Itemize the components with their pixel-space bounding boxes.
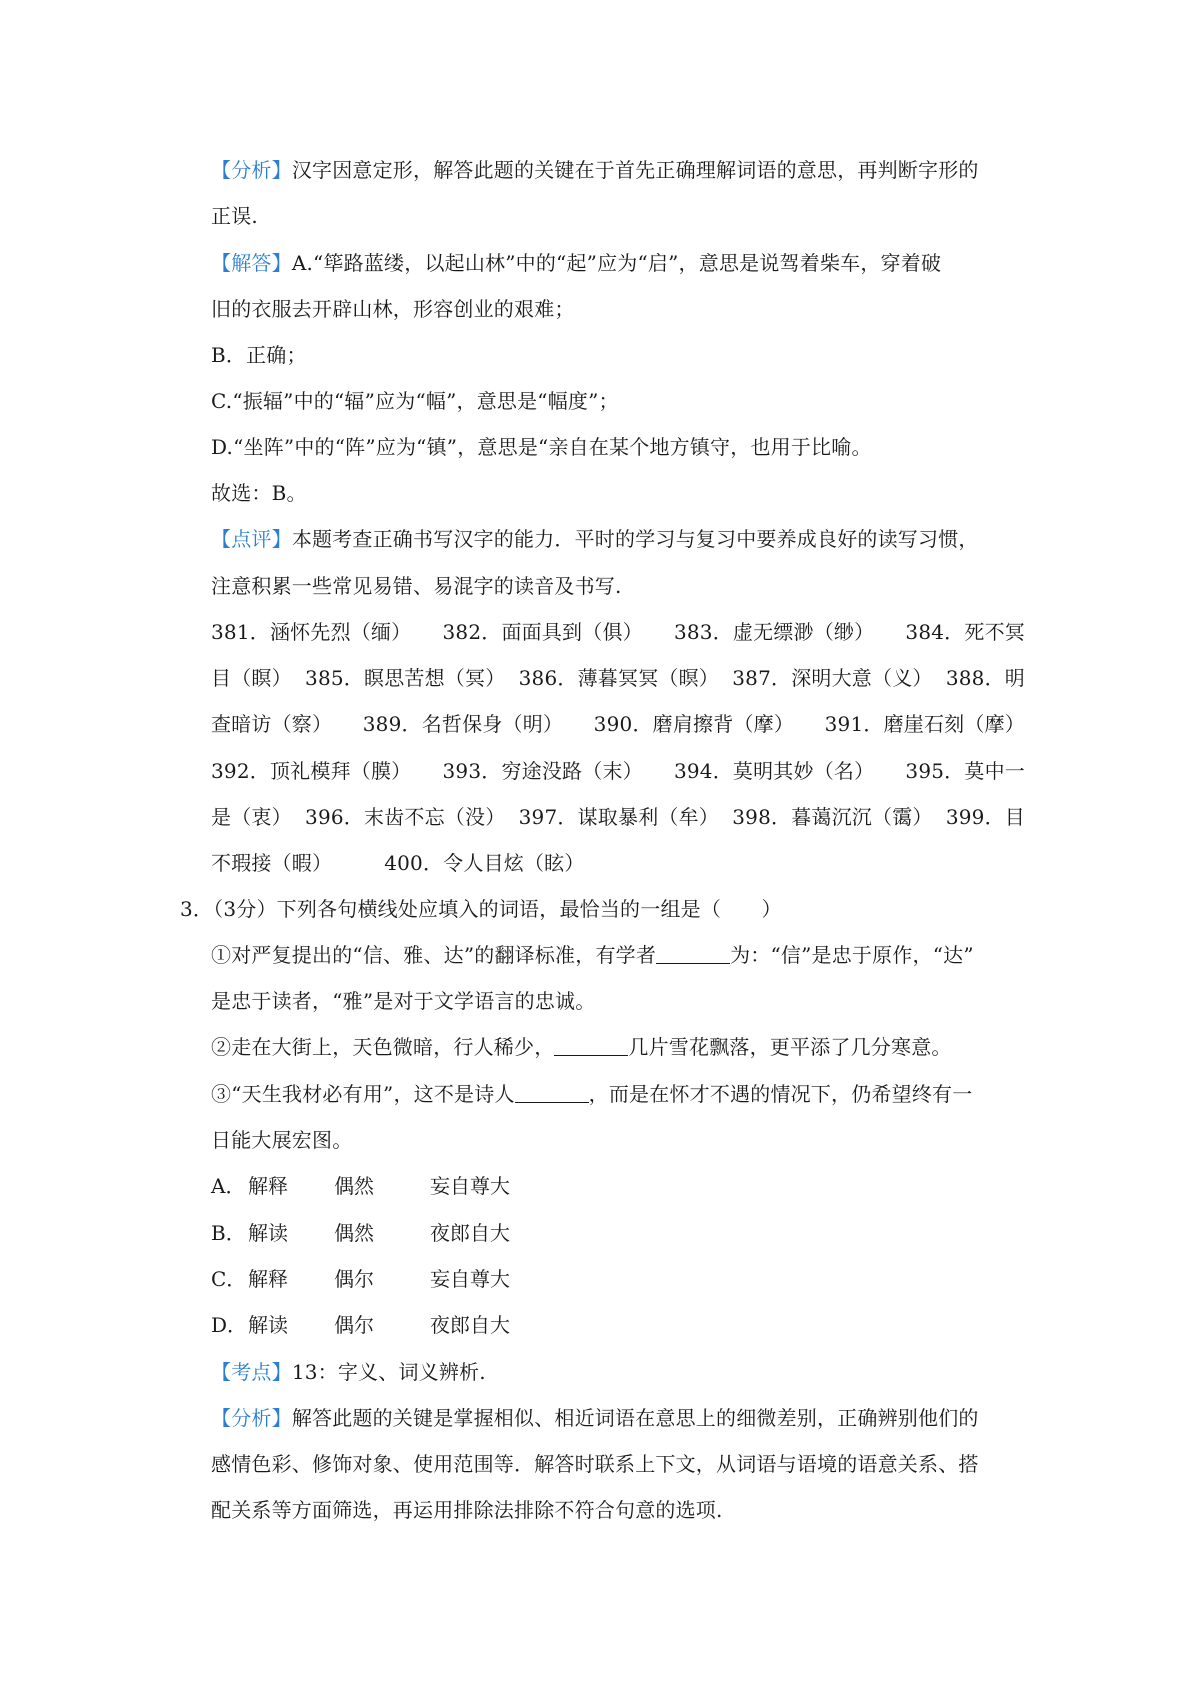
wordlist-row-5 bbox=[211, 802, 1025, 832]
option-word-2: 偶然 bbox=[334, 1221, 374, 1245]
wordlist-item: 383．虚无缥渺（缈） bbox=[673, 620, 875, 644]
question-stem: 3．（3分）下列各句横线处应填入的词语，最恰当的一组是（ ） bbox=[180, 897, 782, 921]
comment-text: 本题考查正确书写汉字的能力．平时的学习与复习中要养成良好的读写习惯， bbox=[291, 527, 979, 551]
wordlist-row-1 bbox=[211, 617, 1025, 647]
wordlist-row-6 bbox=[211, 848, 585, 878]
analysis-tag: 【分析】 bbox=[211, 158, 292, 182]
answer-option-b: B．正确； bbox=[211, 343, 307, 367]
wordlist-item: 387．深明大意（义） bbox=[732, 666, 933, 690]
option-word-2: 偶然 bbox=[334, 1174, 374, 1198]
option-word-3: 妄自尊大 bbox=[430, 1267, 510, 1291]
analysis3-line-1 bbox=[211, 1403, 979, 1433]
wordlist-item: 392．顶礼模拜（膜） bbox=[211, 759, 412, 783]
analysis-text: 汉字因意定形，解答此题的关键在于首先正确理解词语的意思，再判断字形的 bbox=[291, 158, 979, 182]
option-word-3: 夜郎自大 bbox=[430, 1313, 510, 1337]
question-sentence-1-cont: 是忠于读者，“雅”是对于文学语言的忠诚。 bbox=[211, 989, 596, 1013]
wordlist-item: 384．死不冥 bbox=[905, 620, 1025, 644]
option-word-1: 解释 bbox=[248, 1267, 288, 1291]
answer-line-1 bbox=[211, 248, 941, 278]
answer-line-2: 旧的衣服去开辟山林，形容创业的艰难； bbox=[211, 297, 575, 321]
keypoint-text: 13：字义、词义辨析. bbox=[291, 1360, 486, 1384]
wordlist-row-4 bbox=[211, 756, 1025, 786]
wordlist-item: 389．名哲保身（明） bbox=[362, 712, 564, 736]
keypoint-tag: 【考点】 bbox=[211, 1360, 292, 1384]
option-word-2: 偶尔 bbox=[334, 1313, 374, 1337]
option-word-1: 解读 bbox=[248, 1313, 288, 1337]
analysis3-line-3: 配关系等方面筛选，再运用排除法排除不符合句意的选项. bbox=[211, 1498, 723, 1522]
question-sentence-3-cont: 日能大展宏图。 bbox=[211, 1128, 353, 1152]
wordlist-item: 385．瞑思苦想（冥） bbox=[305, 666, 506, 690]
sentence-text: 几片雪花飘落，更平添了几分寒意。 bbox=[628, 1035, 952, 1059]
wordlist-item: 查暗访（察） bbox=[211, 712, 333, 736]
wordlist-item: 381．涵怀先烈（缅） bbox=[211, 620, 412, 644]
option-letter: C． bbox=[211, 1267, 247, 1291]
option-word-3: 夜郎自大 bbox=[430, 1221, 510, 1245]
wordlist-item: 388．明 bbox=[945, 666, 1025, 690]
sentence-text: ，而是在怀才不遇的情况下，仍希望终有一 bbox=[588, 1082, 973, 1106]
wordlist-item: 396．末齿不忘（没） bbox=[305, 805, 506, 829]
wordlist-item: 393．穷途没路（末） bbox=[442, 759, 643, 783]
question-sentence-1 bbox=[211, 940, 974, 970]
question-sentence-2 bbox=[211, 1032, 952, 1062]
analysis-line-2: 正误. bbox=[211, 204, 258, 228]
wordlist-item: 399．目 bbox=[945, 805, 1025, 829]
answer-text: A.“筚路蓝缕，以起山林”中的“起”应为“启”，意思是说驾着柴车，穿着破 bbox=[291, 251, 942, 275]
option-letter: A． bbox=[211, 1174, 246, 1198]
option-word-1: 解释 bbox=[248, 1174, 288, 1198]
comment-line-1 bbox=[211, 524, 979, 554]
comment-line-2: 注意积累一些常见易错、易混字的读音及书写. bbox=[211, 574, 622, 598]
question-sentence-3 bbox=[211, 1079, 972, 1109]
sentence-text: 为：“信”是忠于原作，“达” bbox=[730, 943, 974, 967]
wordlist-item: 382．面面具到（俱） bbox=[442, 620, 643, 644]
wordlist-row-3 bbox=[211, 709, 1025, 739]
analysis-tag: 【分析】 bbox=[211, 1406, 292, 1430]
wordlist-row-2 bbox=[211, 663, 1025, 693]
answer-blank bbox=[656, 943, 730, 964]
analysis-text: 解答此题的关键是掌握相似、相近词语在意思上的细微差别，正确辨别他们的 bbox=[291, 1406, 979, 1430]
wordlist-item: 目（瞑） bbox=[211, 666, 292, 690]
wordlist-item: 397．谋取暴利（牟） bbox=[518, 805, 719, 829]
wordlist-item: 不瑕接（暇） bbox=[211, 851, 333, 875]
wordlist-item: 386．薄暮冥冥（暝） bbox=[518, 666, 719, 690]
sentence-text: ①对严复提出的“信、雅、达”的翻译标准，有学者 bbox=[211, 943, 657, 967]
wordlist-item: 390．磨肩擦背（摩） bbox=[593, 712, 795, 736]
answer-blank bbox=[515, 1082, 589, 1103]
sentence-text: ③“天生我材必有用”，这不是诗人 bbox=[211, 1082, 515, 1106]
answer-choice: 故选：B。 bbox=[211, 481, 307, 505]
analysis-line-1 bbox=[211, 155, 979, 185]
answer-blank bbox=[554, 1035, 628, 1056]
wordlist-item: 391．磨崖石刻（摩） bbox=[824, 712, 1025, 736]
analysis3-line-2: 感情色彩、修饰对象、使用范围等．解答时联系上下文，从词语与语境的语意关系、搭 bbox=[211, 1452, 979, 1476]
wordlist-item: 394．莫明其妙（名） bbox=[673, 759, 875, 783]
option-letter: D． bbox=[211, 1313, 248, 1337]
sentence-text: ②走在大街上，天色微暗，行人稀少， bbox=[211, 1035, 555, 1059]
option-word-1: 解读 bbox=[248, 1221, 288, 1245]
comment-tag: 【点评】 bbox=[211, 527, 292, 551]
wordlist-item: 395．莫中一 bbox=[905, 759, 1025, 783]
wordlist-item: 398．暮蔼沉沉（霭） bbox=[732, 805, 933, 829]
option-letter: B． bbox=[211, 1221, 246, 1245]
answer-option-d: D.“坐阵”中的“阵”应为“镇”，意思是“亲自在某个地方镇守，也用于比喻。 bbox=[211, 435, 872, 459]
keypoint-line bbox=[211, 1357, 486, 1387]
wordlist-item: 400．令人目炫（眩） bbox=[384, 851, 585, 875]
wordlist-item: 是（衷） bbox=[211, 805, 292, 829]
answer-option-c: C.“振辐”中的“辐”应为“幅”，意思是“幅度”； bbox=[211, 389, 619, 413]
option-word-3: 妄自尊大 bbox=[430, 1174, 510, 1198]
option-word-2: 偶尔 bbox=[334, 1267, 374, 1291]
answer-tag: 【解答】 bbox=[211, 251, 292, 275]
